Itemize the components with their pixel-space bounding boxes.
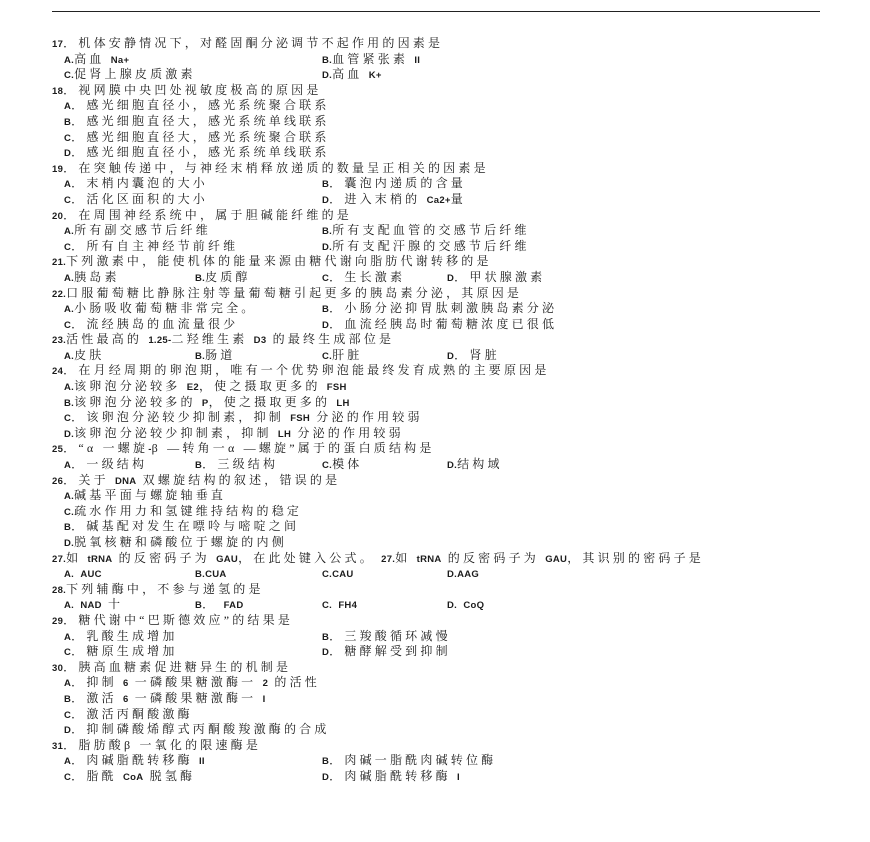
option-row [52, 348, 852, 364]
question-27-option-b: B.CUA [195, 569, 227, 581]
question-31-option-c: C．脂酰 CoA 脱氢酶 [64, 768, 196, 783]
question-26-option-b: B．碱基配对发生在嘌呤与嘧啶之间 [64, 519, 300, 534]
question-30 [52, 660, 852, 738]
option-row [52, 395, 852, 411]
exam-page [52, 36, 852, 785]
question-row [52, 254, 852, 270]
option-row [52, 488, 852, 504]
question-17-option-b: B.血管紧张素 II [322, 51, 421, 66]
question-22-option-a: A.小肠吸收葡萄糖非常完全。 [64, 301, 257, 316]
question-26-option-d: D.脱氧核糖和磷酸位于螺旋的内侧 [64, 535, 287, 549]
question-row [52, 208, 852, 224]
option-row [52, 519, 852, 535]
question-30-option-c: C．激活丙酮酸激酶 [64, 706, 193, 721]
question-21-option-b: B.皮质醇 [195, 269, 251, 284]
option-row [52, 707, 852, 723]
question-29-option-b: B．三羧酸循环减慢 [322, 628, 451, 643]
question-22-option-b: B．小肠分泌抑胃肽刺激胰岛素分泌 [322, 301, 558, 316]
question-22-option-c: C．流经胰岛的血流量很少 [64, 316, 239, 331]
question-25-option-b: B．三级结构 [195, 457, 279, 472]
question-20-stem: 20．在周围神经系统中，属于胆碱能纤维的是 [52, 207, 352, 222]
option-row [52, 130, 852, 146]
question-24-stem: 24．在月经周期的卵泡期，唯有一个优势卵泡能最终发育成熟的主要原因是 [52, 363, 550, 378]
question-20-option-d: D.所有支配汗腺的交感节后纤维 [322, 238, 530, 253]
question-22-option-d: D．血流经胰岛时葡萄糖浓度已很低 [322, 316, 558, 331]
option-row [52, 176, 852, 192]
question-row [52, 738, 852, 754]
option-row [52, 67, 852, 83]
question-23-option-c: C.肝脏 [322, 347, 363, 362]
question-19-option-c: C．活化区面积的大小 [64, 191, 208, 206]
question-row [52, 660, 852, 676]
question-21-option-d: D．甲状腺激素 [447, 269, 546, 284]
question-23-option-b: B.肠道 [195, 347, 236, 362]
question-23 [52, 332, 852, 363]
question-30-stem: 30．胰高血糖素促进糖异生的机制是 [52, 659, 292, 674]
question-17-option-c: C.促肾上腺皮质激素 [64, 67, 196, 82]
question-27-option-a: A. AUC [64, 569, 102, 581]
option-row [52, 114, 852, 130]
option-row [52, 629, 852, 645]
option-row [52, 504, 852, 520]
question-29-stem: 29．糖代谢中“巴斯德效应”的结果是 [52, 612, 294, 627]
question-18-option-a: A．感光细胞直径小，感光系统聚合联系 [64, 98, 330, 113]
question-20-option-c: C．所有自主神经节前纤维 [64, 238, 239, 253]
question-22-stem: 22.口服葡萄糖比静脉注射等量葡萄糖引起更多的胰岛素分泌，其原因是 [52, 285, 523, 300]
question-26-stem: 26．关于 DNA 双螺旋结构的叙述，错误的是 [52, 472, 341, 487]
option-row [52, 223, 852, 239]
question-24-option-c: C．该卵泡分泌较少抑制素，抑制 FSH 分泌的作用较弱 [64, 410, 423, 425]
question-26 [52, 473, 852, 551]
question-row [52, 363, 852, 379]
question-20 [52, 208, 852, 255]
question-27-option-d: D.AAG [447, 569, 480, 581]
option-row [52, 675, 852, 691]
question-27-option-c: C.CAU [322, 569, 354, 581]
question-24-option-b: B.该卵泡分泌较多的 P，使之摄取更多的 LH [64, 394, 350, 409]
question-17 [52, 36, 852, 83]
question-23-option-d: D．肾脏 [447, 347, 500, 362]
question-30-option-a: A．抑制 6 一磷酸果糖激酶一 2 的活性 [64, 675, 320, 690]
question-25 [52, 441, 852, 472]
option-row [52, 644, 852, 660]
question-31-option-a: A．肉碱脂酰转移酶 II [64, 753, 205, 768]
question-row [52, 161, 852, 177]
question-28-stem: 28.下列辅酶中，不参与递氢的是 [52, 581, 264, 596]
question-28-option-a: A. NAD 十 [64, 597, 124, 612]
question-row [52, 582, 852, 598]
option-row [52, 52, 852, 68]
question-21-option-a: A.胰岛素 [64, 269, 120, 284]
question-25-option-a: A．一级结构 [64, 457, 148, 472]
option-row [52, 566, 852, 582]
question-25-option-c: C.模体 [322, 457, 363, 472]
question-row [52, 83, 852, 99]
question-29-option-a: A．乳酸生成增加 [64, 628, 178, 643]
question-21-stem: 21.下列激素中，能使机体的能量来源由糖代谢向脂肪代谢转移的是 [52, 254, 492, 269]
question-24 [52, 363, 852, 441]
option-row [52, 753, 852, 769]
option-row [52, 535, 852, 551]
question-24-option-a: A.该卵泡分泌较多 E2，使之摄取更多的 FSH [64, 379, 347, 394]
question-29-option-c: C．糖原生成增加 [64, 644, 178, 659]
question-31-option-b: B．肉碱一脂酰肉碱转位酶 [322, 753, 497, 768]
question-19 [52, 161, 852, 208]
question-row [52, 473, 852, 489]
question-23-option-a: A.皮肤 [64, 347, 105, 362]
question-18-option-c: C．感光细胞直径大，感光系统聚合联系 [64, 129, 330, 144]
question-17-stem: 17．机体安静情况下，对醛固酮分泌调节不起作用的因素是 [52, 36, 444, 50]
question-27 [52, 551, 852, 582]
question-31-option-d: D．肉碱脂酰转移酶 I [322, 768, 460, 783]
question-23-stem: 23.活性最高的 1.25-二羟维生素 D3 的最终生成部位是 [52, 332, 395, 347]
question-29-option-d: D．糖酵解受到抑制 [322, 644, 451, 659]
question-19-option-d: D．进入末梢的 Ca2+量 [322, 191, 466, 206]
option-row [52, 457, 852, 473]
question-25-option-d: D.结构域 [447, 457, 503, 472]
option-row [52, 410, 852, 426]
question-28-option-c: C. FH4 [322, 600, 358, 612]
option-row [52, 301, 852, 317]
question-26-option-a: A.碱基平面与螺旋轴垂直 [64, 488, 227, 503]
question-row [52, 36, 852, 52]
question-19-stem: 19．在突触传递中，与神经末梢释放递质的数量呈正相关的因素是 [52, 160, 489, 175]
option-row [52, 239, 852, 255]
question-row [52, 551, 852, 567]
question-28-option-d: D. CoQ [447, 600, 485, 612]
question-row [52, 613, 852, 629]
question-20-option-b: B.所有支配血管的交感节后纤维 [322, 223, 530, 238]
question-26-option-c: C.疏水作用力和氢键维持结构的稳定 [64, 503, 303, 518]
question-28-option-b: B． FAD [195, 597, 244, 612]
question-27-stem: 27.如 tRNA 的反密码子为 GAU，在此处键入公式。 27.如 tRNA 的反密码子为 GAU，其识别的密码子是 [52, 550, 705, 565]
question-18 [52, 83, 852, 161]
option-row [52, 722, 852, 738]
question-30-option-d: D．抑制磷酸烯醇式丙酮酸羧激酶的合成 [64, 722, 330, 737]
question-31-stem: 31．脂肪酸β 一氧化的限速酶是 [52, 737, 262, 752]
option-row [52, 691, 852, 707]
question-18-option-d: D．感光细胞直径小，感光系统单线联系 [64, 145, 330, 160]
question-18-option-b: B．感光细胞直径大，感光系统单线联系 [64, 113, 330, 128]
question-29 [52, 613, 852, 660]
question-19-option-a: A．末梢内囊泡的大小 [64, 176, 208, 191]
question-25-stem: 25．“α 一螺旋-β —转角一α —螺旋”属于的蛋白质结构是 [52, 441, 435, 456]
question-row [52, 286, 852, 302]
question-24-option-d: D.该卵泡分泌较少抑制素，抑制 LH 分泌的作用较弱 [64, 425, 404, 440]
option-row [52, 145, 852, 161]
question-21-option-c: C．生长激素 [322, 269, 406, 284]
option-row [52, 270, 852, 286]
option-row [52, 192, 852, 208]
question-18-stem: 18．视网膜中央凹处视敏度极高的原因是 [52, 82, 322, 97]
option-row [52, 769, 852, 785]
question-row [52, 441, 852, 457]
question-20-option-a: A.所有副交感节后纤维 [64, 223, 211, 238]
question-17-option-a: A.高血 Na+ [64, 51, 130, 66]
question-17-option-d: D.高血 K+ [322, 67, 382, 82]
question-19-option-b: B．囊泡内递质的含量 [322, 176, 466, 191]
option-row [52, 317, 852, 333]
question-31 [52, 738, 852, 785]
option-row [52, 379, 852, 395]
header-rule [52, 11, 820, 12]
question-28 [52, 582, 852, 613]
question-21 [52, 254, 852, 285]
option-row [52, 426, 852, 442]
question-row [52, 332, 852, 348]
option-row [52, 98, 852, 114]
question-22 [52, 286, 852, 333]
option-row [52, 597, 852, 613]
question-30-option-b: B．激活 6 一磷酸果糖激酶一 I [64, 690, 266, 705]
